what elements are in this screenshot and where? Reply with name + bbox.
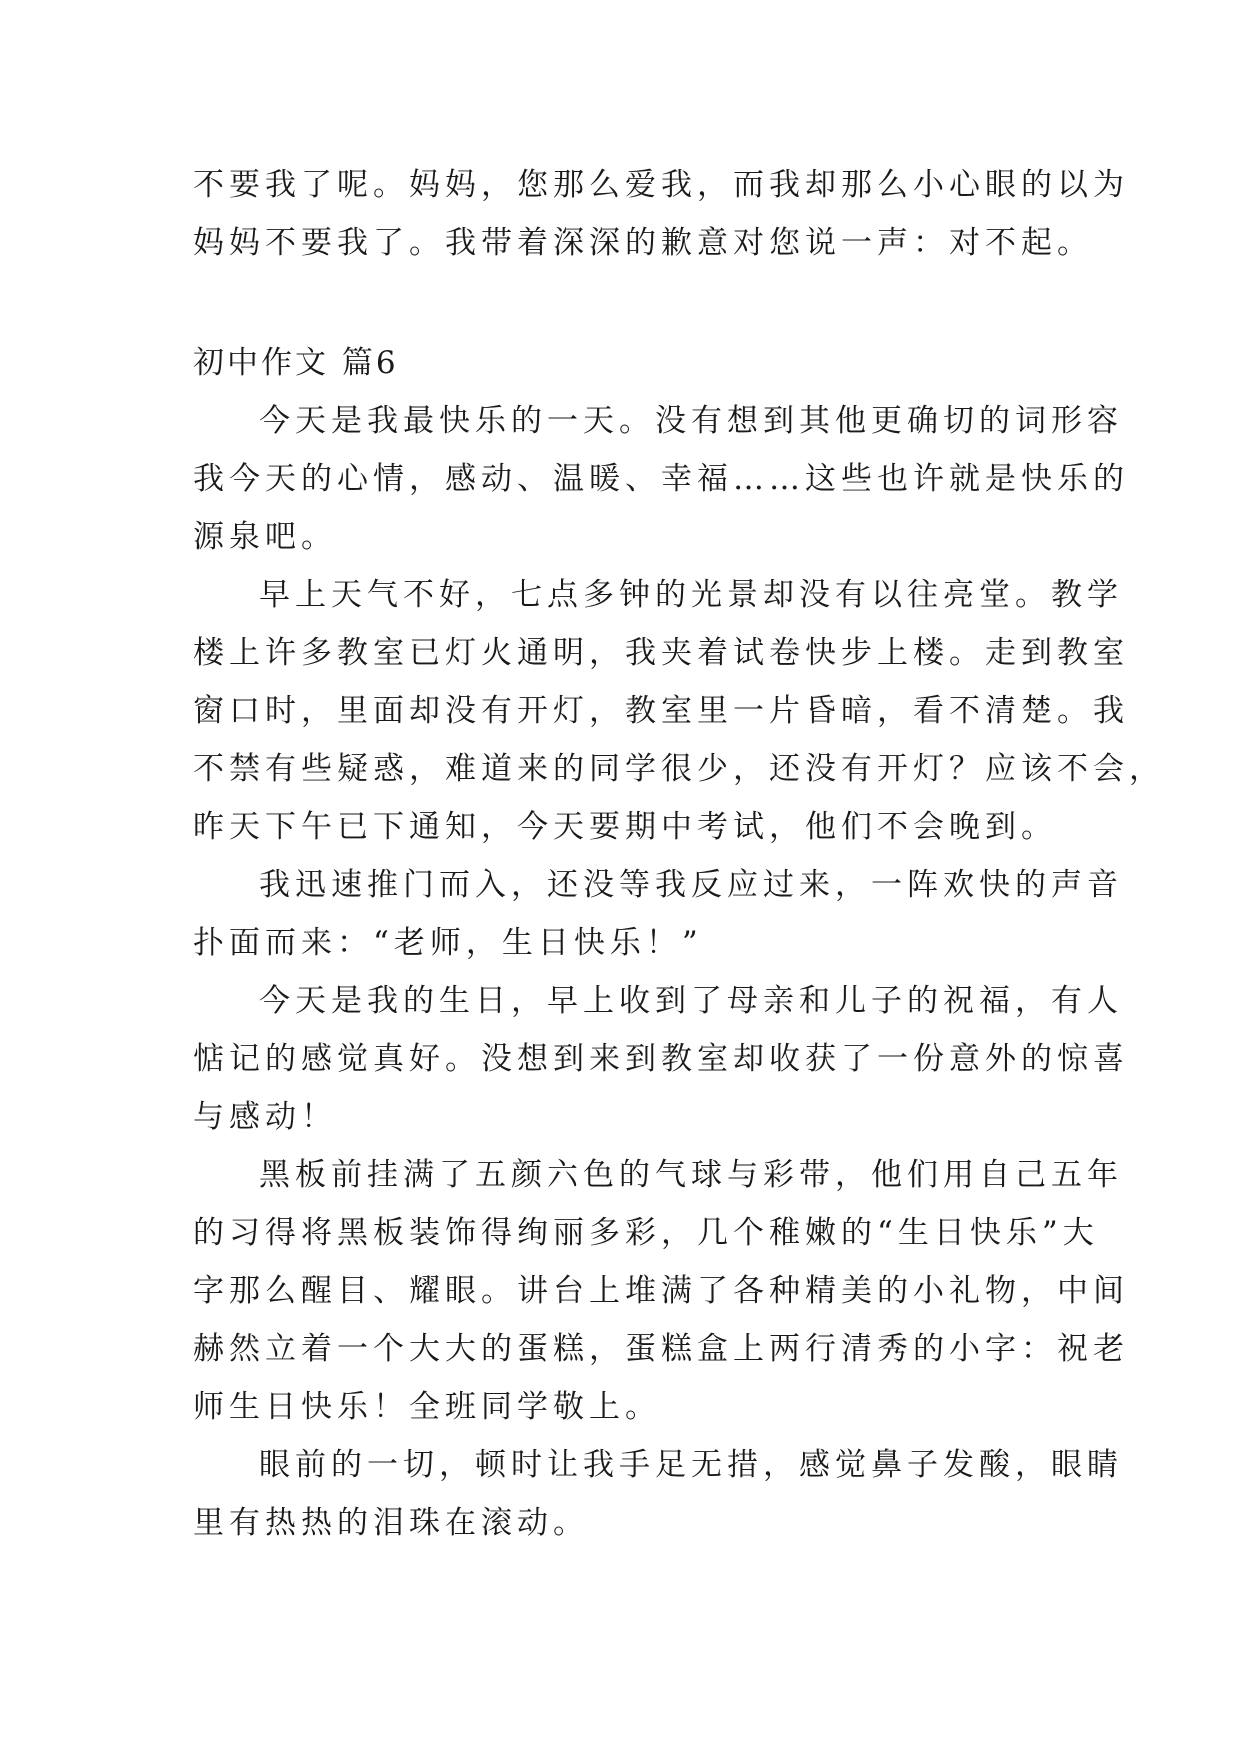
text-line: 的习得将黑板装饰得绚丽多彩，几个稚嫩的“生日快乐”大 xyxy=(193,1215,1099,1251)
text-line: 今天是我的生日，早上收到了母亲和儿子的祝福，有人 xyxy=(259,983,1123,1019)
text-line: 不禁有些疑惑，难道来的同学很少，还没有开灯？应该不会， xyxy=(193,751,1165,787)
text-line: 我迅速推门而入，还没等我反应过来，一阵欢快的声音 xyxy=(259,867,1123,903)
text-line: 眼前的一切，顿时让我手足无措，感觉鼻子发酸，眼睛 xyxy=(259,1447,1123,1483)
text-line: 扑面而来：“老师，生日快乐！” xyxy=(193,925,703,961)
paragraph xyxy=(193,856,1123,972)
text-line: 里有热热的泪珠在滚动。 xyxy=(193,1505,589,1541)
text-line: 早上天气不好，七点多钟的光景却没有以往亮堂。教学 xyxy=(259,577,1123,613)
paragraph xyxy=(193,972,1129,1146)
section-title: 初中作文 篇6 xyxy=(193,345,399,381)
text-line: 字那么醒目、耀眼。讲台上堆满了各种精美的小礼物，中间 xyxy=(193,1273,1129,1309)
text-line: 不要我了呢。妈妈，您那么爱我，而我却那么小心眼的以为 xyxy=(193,167,1129,203)
text-line: 窗口时，里面却没有开灯，教室里一片昏暗，看不清楚。我 xyxy=(193,693,1129,729)
text-line: 妈妈不要我了。我带着深深的歉意对您说一声：对不起。 xyxy=(193,225,1093,261)
text-line: 与感动！ xyxy=(193,1099,337,1135)
paragraph xyxy=(193,1146,1129,1436)
text-line: 今天是我最快乐的一天。没有想到其他更确切的词形容 xyxy=(259,403,1123,439)
text-column xyxy=(193,156,1165,1552)
text-line: 我今天的心情，感动、温暖、幸福……这些也许就是快乐的 xyxy=(193,461,1129,497)
paragraph xyxy=(193,566,1165,856)
text-line: 黑板前挂满了五颜六色的气球与彩带，他们用自己五年 xyxy=(259,1157,1123,1193)
text-line: 赫然立着一个大大的蛋糕，蛋糕盒上两行清秀的小字：祝老 xyxy=(193,1331,1129,1367)
text-line: 惦记的感觉真好。没想到来到教室却收获了一份意外的惊喜 xyxy=(193,1041,1129,1077)
section-gap xyxy=(193,272,1053,334)
text-line: 楼上许多教室已灯火通明，我夹着试卷快步上楼。走到教室 xyxy=(193,635,1129,671)
text-line: 源泉吧。 xyxy=(193,519,337,555)
text-line: 师生日快乐！全班同学敬上。 xyxy=(193,1389,661,1425)
paragraph xyxy=(193,1436,1123,1552)
paragraph xyxy=(193,392,1129,566)
text-line: 昨天下午已下通知，今天要期中考试，他们不会晚到。 xyxy=(193,809,1057,845)
